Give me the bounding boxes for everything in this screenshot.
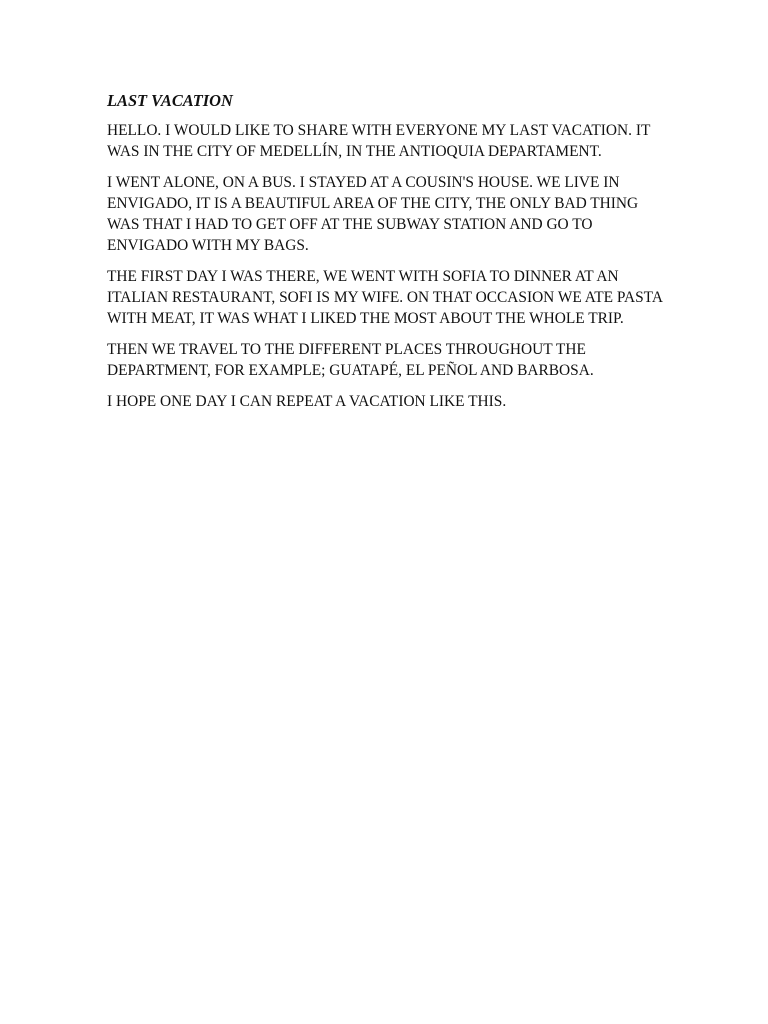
document-title: LAST VACATION [107,91,233,110]
paragraph-intro: HELLO. I WOULD LIKE TO SHARE WITH EVERYONE MY LAST VACATION. IT WAS IN THE CITY OF MEDELLÍN, IN THE ANTIOQUIA DEPARTAMENT. [107,122,651,160]
paragraph-travel: I WENT ALONE, ON A BUS. I STAYED AT A COUSIN'S HOUSE. WE LIVE IN ENVIGADO, IT IS A BEAUTIFUL AREA OF THE CITY, THE ONLY BAD THING WAS THAT I HAD TO GET OFF AT THE SUBWAY STATION AND GO TO ENVIGADO WITH MY BAGS. [107,174,639,254]
paragraph-places: THEN WE TRAVEL TO THE DIFFERENT PLACES THROUGHOUT THE DEPARTMENT, FOR EXAMPLE; GUATAPÉ, EL PEÑOL AND BARBOSA. [107,341,594,379]
document-body [107,89,667,422]
paragraph-first-day: THE FIRST DAY I WAS THERE, WE WENT WITH SOFIA TO DINNER AT AN ITALIAN RESTAURANT, SOFI IS MY WIFE. ON THAT OCCASION WE ATE PASTA WITH MEAT, IT WAS WHAT I LIKED THE MOST ABOUT THE WHOLE TRIP. [107,268,663,327]
paragraph-closing: I HOPE ONE DAY I CAN REPEAT A VACATION LIKE THIS. [107,393,507,410]
